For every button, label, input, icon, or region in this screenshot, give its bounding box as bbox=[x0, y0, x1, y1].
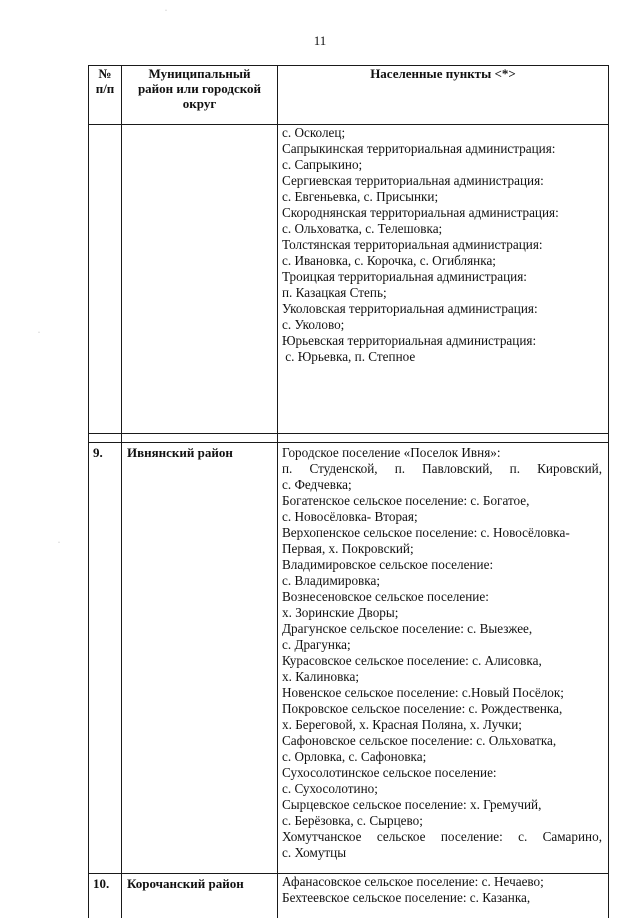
row-number: 9. bbox=[89, 443, 122, 874]
place-line: Сергиевская территориальная администрация: bbox=[282, 173, 602, 189]
place-line: Скороднянская территориальная администрация: bbox=[282, 205, 602, 221]
place-line: п. Студенской, п. Павловский, п. Кировский, bbox=[282, 461, 602, 477]
place-line: Драгунское сельское поселение: с. Выезжее, bbox=[282, 621, 602, 637]
row-separator bbox=[89, 434, 609, 443]
place-line: Уколовская территориальная администрация: bbox=[282, 301, 602, 317]
place-line: Сапрыкинская территориальная администрация: bbox=[282, 141, 602, 157]
row-district: Корочанский район bbox=[122, 874, 278, 918]
place-line: Сафоновское сельское поселение: с. Ольховатка, bbox=[282, 733, 602, 749]
place-line: Бехтеевское сельское поселение: с. Казанка, bbox=[282, 890, 602, 906]
place-line: х. Калиновка; bbox=[282, 669, 602, 685]
place-line: Толстянская территориальная администрация: bbox=[282, 237, 602, 253]
place-line: Сырцевское сельское поселение: х. Гремучий, bbox=[282, 797, 602, 813]
place-line: п. Казацкая Степь; bbox=[282, 285, 602, 301]
place-line: Богатенское сельское поселение: с. Богатое, bbox=[282, 493, 602, 509]
header-number-line: № bbox=[89, 66, 121, 81]
place-line: с. Ивановка, с. Корочка, с. Огиблянка; bbox=[282, 253, 602, 269]
place-line: Сухосолотинское сельское поселение: bbox=[282, 765, 602, 781]
place-line: Покровское сельское поселение: с. Рождественка, bbox=[282, 701, 602, 717]
place-line: Курасовское сельское поселение: с. Алисовка, bbox=[282, 653, 602, 669]
place-line: с. Уколово; bbox=[282, 317, 602, 333]
row-number bbox=[89, 125, 122, 434]
place-line: Хомутчанское сельское поселение: с. Самарино, bbox=[282, 829, 602, 845]
header-district-line: район или городской bbox=[122, 81, 277, 96]
table-header-row bbox=[89, 66, 609, 125]
place-line: Новенское сельское поселение: с.Новый Посёлок; bbox=[282, 685, 602, 701]
row-district bbox=[122, 125, 278, 434]
place-line: с. Сапрыкино; bbox=[282, 157, 602, 173]
place-line: Первая, х. Покровский; bbox=[282, 541, 602, 557]
place-line: с. Евгеньевка, с. Присынки; bbox=[282, 189, 602, 205]
place-line-spacer bbox=[282, 861, 602, 873]
place-line: х. Береговой, х. Красная Поляна, х. Лучки; bbox=[282, 717, 602, 733]
place-line: Юрьевская территориальная администрация: bbox=[282, 333, 602, 349]
header-number bbox=[89, 66, 122, 125]
row-places bbox=[278, 874, 609, 918]
place-line: Афанасовское сельское поселение: с. Нечаево; bbox=[282, 874, 602, 890]
header-places: Населенные пункты <*> bbox=[278, 66, 609, 125]
place-line: х. Зоринские Дворы; bbox=[282, 605, 602, 621]
place-line: Владимировское сельское поселение: bbox=[282, 557, 602, 573]
place-line: Городское поселение «Поселок Ивня»: bbox=[282, 445, 602, 461]
table-row bbox=[89, 125, 609, 434]
place-line: с. Владимировка; bbox=[282, 573, 602, 589]
table-row bbox=[89, 443, 609, 874]
place-line: Троицкая территориальная администрация: bbox=[282, 269, 602, 285]
place-line: с. Драгунка; bbox=[282, 637, 602, 653]
place-line: с. Хомутцы bbox=[282, 845, 602, 861]
row-number: 10. bbox=[89, 874, 122, 918]
place-line: с. Новосёловка- Вторая; bbox=[282, 509, 602, 525]
settlements-table bbox=[88, 65, 609, 918]
place-line: с. Ольховатка, с. Телешовка; bbox=[282, 221, 602, 237]
row-places bbox=[278, 443, 609, 874]
page-number: 11 bbox=[0, 33, 640, 49]
place-line: Верхопенское сельское поселение: с. Новосёловка- bbox=[282, 525, 602, 541]
scan-speck: · bbox=[58, 540, 60, 546]
header-district-line: округ bbox=[122, 96, 277, 111]
place-line: с. Юрьевка, п. Степное bbox=[282, 349, 602, 365]
scan-speck: · bbox=[38, 330, 40, 336]
header-district bbox=[122, 66, 278, 125]
row-district: Ивнянский район bbox=[122, 443, 278, 874]
row-places bbox=[278, 125, 609, 434]
place-line: с. Берёзовка, с. Сырцево; bbox=[282, 813, 602, 829]
place-line: с. Осколец; bbox=[282, 125, 602, 141]
place-line: с. Орловка, с. Сафоновка; bbox=[282, 749, 602, 765]
place-line: Вознесеновское сельское поселение: bbox=[282, 589, 602, 605]
table-row bbox=[89, 874, 609, 918]
header-district-line: Муниципальный bbox=[122, 66, 277, 81]
place-line: с. Сухосолотино; bbox=[282, 781, 602, 797]
scan-speck: · bbox=[165, 8, 167, 14]
place-line: с. Федчевка; bbox=[282, 477, 602, 493]
header-number-line: п/п bbox=[89, 81, 121, 96]
